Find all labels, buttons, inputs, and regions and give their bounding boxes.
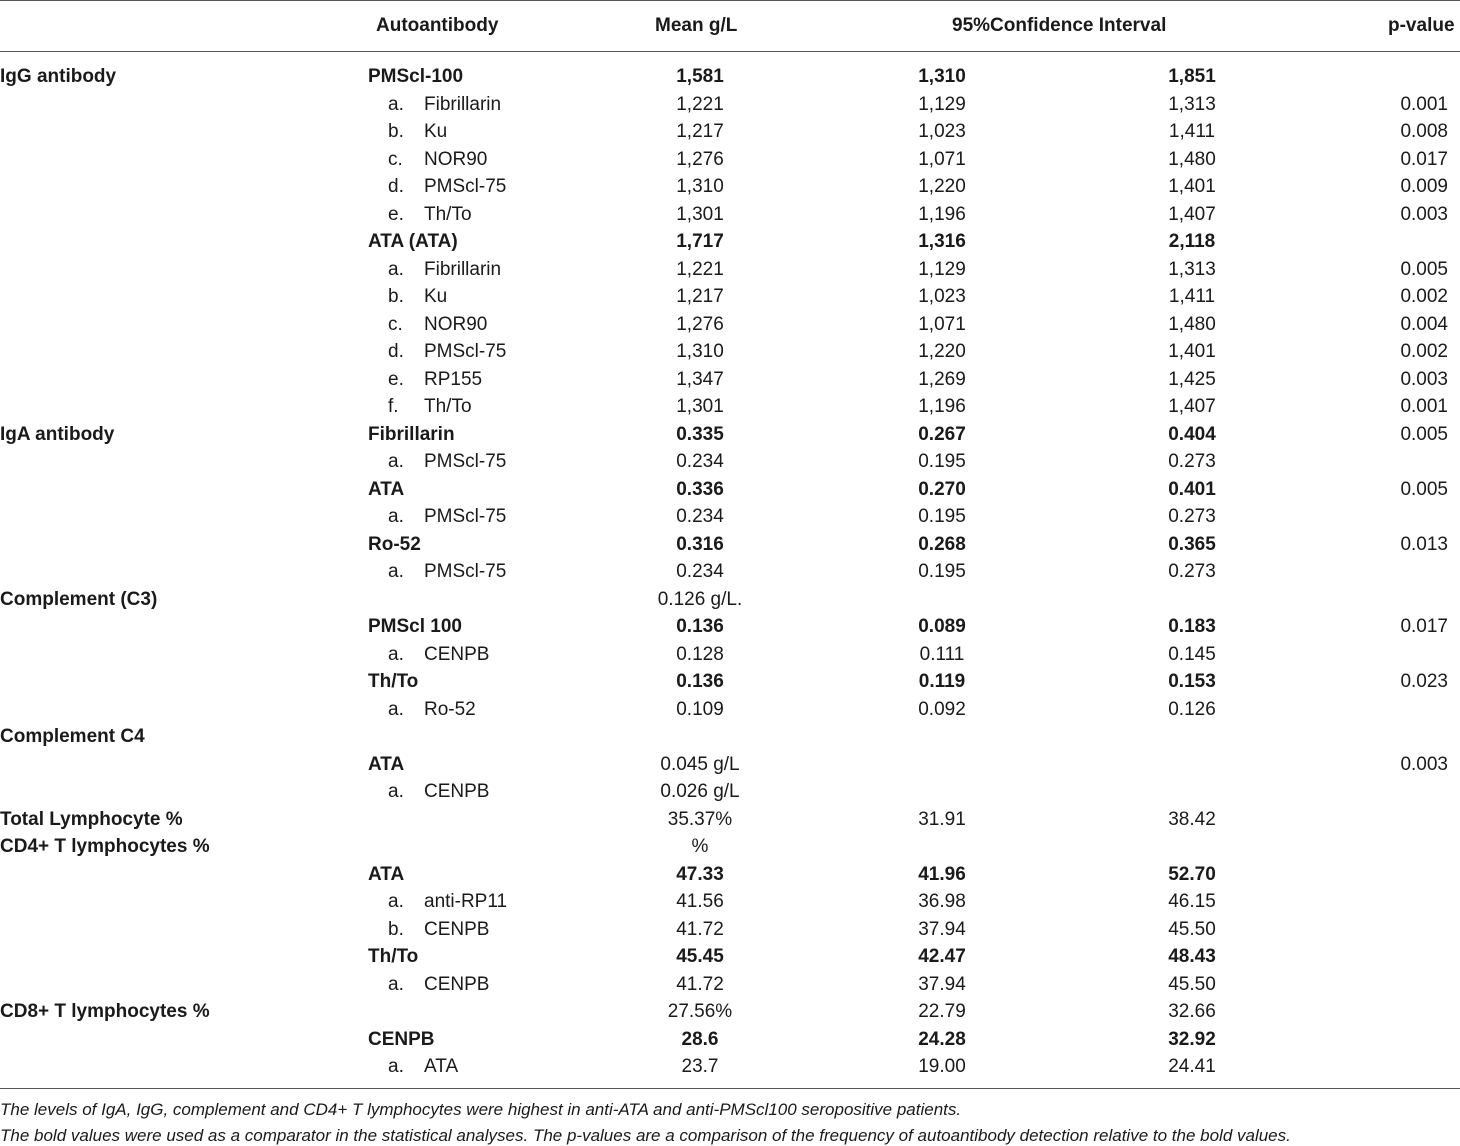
row-ci-lower: 0.089 [918, 616, 966, 637]
row-mean: 0.136 [676, 671, 724, 692]
row-ci-lower: 1,316 [918, 231, 966, 252]
table-row [0, 613, 1460, 641]
row-antibody: Fibrillarin [424, 258, 502, 280]
row-mean: 0.336 [676, 478, 724, 500]
row-mean: 47.33 [676, 863, 724, 885]
row-pvalue: 0.009 [1400, 176, 1448, 197]
row-group-label: Total Lymphocyte % [0, 808, 183, 830]
table-row [0, 338, 1460, 366]
row-marker: f. [388, 396, 399, 417]
row-ci-lower: 0.111 [919, 643, 965, 665]
row-pvalue: 0.008 [1400, 121, 1448, 142]
row-antibody: Th/To [424, 203, 472, 225]
row-ci-upper: 1,411 [1168, 286, 1216, 307]
table-row [0, 91, 1460, 119]
header-pvalue: p-value [1388, 15, 1455, 36]
footnote-2: The bold values were used as a comparator in the statistical analyses. The p-values are a comparison of the frequency of autoantibody detection relative to the bold values. [0, 1126, 1291, 1145]
row-ci-upper: 1,480 [1168, 313, 1216, 335]
row-ci-lower: 24.28 [918, 1028, 966, 1050]
row-ci-lower: 41.96 [918, 863, 966, 885]
row-antibody: Th/To [424, 396, 472, 417]
row-ci-upper: 2,118 [1168, 231, 1216, 252]
row-antibody: CENPB [424, 918, 490, 940]
row-mean: 0.026 g/L [660, 781, 740, 802]
table-row [0, 943, 1460, 971]
row-ci-lower: 36.98 [918, 891, 966, 912]
row-pvalue: 0.023 [1400, 671, 1448, 692]
row-ci-lower: 22.79 [918, 1001, 966, 1022]
row-marker: d. [388, 176, 404, 197]
table-row [0, 531, 1460, 559]
row-pvalue: 0.003 [1400, 368, 1448, 390]
row-ci-upper: 1,480 [1168, 148, 1216, 170]
row-ci-upper: 0.183 [1168, 616, 1216, 637]
row-mean: 0.234 [676, 561, 724, 582]
row-pvalue: 0.001 [1400, 93, 1448, 115]
row-pvalue: 0.003 [1400, 203, 1448, 225]
row-mean: 45.45 [676, 946, 724, 967]
row-ci-lower: 0.268 [918, 533, 966, 555]
row-antibody: CENPB [424, 973, 490, 995]
row-antibody: PMScl 100 [368, 616, 462, 637]
row-ci-lower: 1,129 [918, 93, 966, 115]
table-row [0, 778, 1460, 806]
row-antibody: anti-RP11 [424, 891, 508, 912]
table-row [0, 283, 1460, 311]
row-mean: 0.234 [676, 506, 724, 527]
table-row [0, 311, 1460, 339]
row-ci-upper: 1,407 [1168, 203, 1216, 225]
table-row [0, 833, 1460, 861]
row-mean: 0.136 [676, 616, 724, 637]
header-ci: 95%Confidence Interval [952, 15, 1167, 36]
row-antibody: ATA (ATA) [368, 231, 458, 252]
row-marker: d. [388, 341, 404, 362]
row-mean: 1,717 [676, 231, 724, 252]
row-mean: 0.045 g/L [660, 753, 740, 775]
row-group-label: Complement C4 [0, 726, 145, 747]
row-marker: b. [388, 121, 404, 142]
row-ci-upper: 1,313 [1168, 93, 1216, 115]
row-marker: a. [388, 973, 404, 995]
table-row [0, 916, 1460, 944]
footnote-1: The levels of IgA, IgG, complement and CD4+ T lymphocytes were highest in anti-ATA and anti-PMScl100 seropositive patients. [0, 1100, 962, 1119]
row-pvalue: 0.005 [1400, 258, 1448, 280]
row-mean: 1,347 [676, 368, 724, 390]
table-row [0, 503, 1460, 531]
row-mean: 1,217 [676, 121, 724, 142]
row-ci-lower: 0.195 [918, 451, 966, 472]
row-antibody: Fibrillarin [424, 93, 502, 115]
row-pvalue: 0.017 [1400, 148, 1448, 170]
row-marker: a. [388, 698, 404, 720]
row-ci-upper: 0.145 [1168, 643, 1216, 665]
row-marker: b. [388, 286, 404, 307]
row-ci-upper: 38.42 [1168, 808, 1216, 830]
row-ci-lower: 0.270 [918, 478, 966, 500]
row-antibody: ATA [368, 753, 405, 775]
row-ci-upper: 46.15 [1168, 891, 1216, 912]
row-mean: 0.234 [676, 451, 724, 472]
table-row [0, 448, 1460, 476]
table-row [0, 201, 1460, 229]
row-ci-lower: 1,129 [918, 258, 966, 280]
row-ci-lower: 1,220 [918, 176, 966, 197]
row-marker: e. [388, 203, 404, 225]
row-mean: 0.126 g/L. [657, 588, 743, 610]
table-row [0, 751, 1460, 779]
table-row [0, 228, 1460, 256]
row-ci-upper: 24.41 [1168, 1056, 1216, 1077]
row-antibody: CENPB [368, 1028, 435, 1050]
row-mean: 1,221 [676, 93, 724, 115]
row-ci-upper: 0.273 [1168, 561, 1216, 582]
row-mean: 1,301 [676, 396, 724, 417]
row-marker: a. [388, 561, 404, 582]
row-ci-upper: 1,851 [1168, 66, 1216, 87]
row-marker: a. [388, 643, 404, 665]
row-ci-lower: 0.195 [918, 506, 966, 527]
row-group-label: IgA antibody [0, 423, 115, 445]
row-ci-upper: 0.273 [1168, 506, 1216, 527]
row-pvalue: 0.002 [1400, 341, 1448, 362]
row-mean: 27.56% [667, 1001, 733, 1022]
row-marker: a. [388, 891, 404, 912]
row-mean: 41.72 [676, 973, 724, 995]
row-ci-lower: 42.47 [918, 946, 966, 967]
table-row [0, 971, 1460, 999]
table-row [0, 668, 1460, 696]
table-row [0, 393, 1460, 421]
row-ci-upper: 0.365 [1168, 533, 1216, 555]
header-autoantibody: Autoantibody [376, 15, 499, 36]
row-ci-lower: 0.267 [918, 423, 966, 445]
row-marker: e. [388, 368, 404, 390]
row-ci-lower: 1,023 [918, 121, 966, 142]
table-row [0, 1026, 1460, 1054]
row-pvalue: 0.017 [1400, 616, 1448, 637]
row-mean: 23.7 [681, 1056, 719, 1077]
row-antibody: CENPB [424, 781, 490, 802]
row-ci-upper: 0.126 [1168, 698, 1216, 720]
row-marker: a. [388, 1056, 404, 1077]
row-ci-upper: 1,425 [1168, 368, 1216, 390]
row-ci-upper: 1,401 [1168, 341, 1216, 362]
row-mean: 35.37% [667, 808, 733, 830]
row-pvalue: 0.003 [1400, 753, 1448, 775]
row-ci-upper: 1,313 [1168, 258, 1216, 280]
row-group-label: Complement (C3) [0, 588, 158, 610]
row-marker: a. [388, 93, 404, 115]
row-ci-upper: 1,411 [1168, 121, 1216, 142]
row-pvalue: 0.002 [1400, 286, 1448, 307]
table-row [0, 861, 1460, 889]
row-marker: a. [388, 781, 404, 802]
table-body [0, 63, 1460, 1081]
row-mean: 1,276 [676, 313, 724, 335]
row-antibody: RP155 [424, 368, 483, 390]
row-ci-upper: 45.50 [1168, 973, 1216, 995]
row-ci-lower: 1,071 [918, 148, 966, 170]
row-antibody: Th/To [368, 671, 419, 692]
table-row [0, 696, 1460, 724]
row-ci-upper: 45.50 [1168, 918, 1216, 940]
row-group-label: IgG antibody [0, 66, 117, 87]
table-row [0, 558, 1460, 586]
row-pvalue: 0.001 [1400, 396, 1448, 417]
table-row [0, 586, 1460, 614]
table-row [0, 476, 1460, 504]
row-marker: a. [388, 451, 404, 472]
table-row [0, 1053, 1460, 1081]
row-antibody: ATA [368, 478, 405, 500]
row-mean: 1,301 [676, 203, 724, 225]
row-ci-upper: 48.43 [1168, 946, 1216, 967]
row-ci-lower: 37.94 [918, 973, 966, 995]
row-mean: 0.335 [676, 423, 724, 445]
row-ci-upper: 0.404 [1168, 423, 1216, 445]
row-mean: 1,310 [676, 341, 724, 362]
row-ci-upper: 0.273 [1168, 451, 1216, 472]
table-row [0, 806, 1460, 834]
row-ci-upper: 32.92 [1168, 1028, 1216, 1050]
table-row [0, 888, 1460, 916]
row-antibody: ATA [368, 863, 405, 885]
row-ci-upper: 52.70 [1168, 863, 1216, 885]
row-antibody: ATA [424, 1056, 459, 1077]
row-antibody: PMScl-75 [424, 341, 507, 362]
row-ci-lower: 1,310 [918, 66, 966, 87]
row-marker: c. [388, 148, 403, 170]
row-mean: 1,221 [676, 258, 724, 280]
row-mean: 41.56 [676, 891, 724, 912]
row-ci-lower: 1,071 [918, 313, 966, 335]
table-row [0, 146, 1460, 174]
row-antibody: PMScl-75 [424, 451, 507, 472]
row-mean: 0.316 [676, 533, 724, 555]
row-marker: a. [388, 506, 404, 527]
row-pvalue: 0.005 [1400, 423, 1448, 445]
table-row [0, 256, 1460, 284]
row-antibody: PMScl-100 [368, 66, 464, 87]
row-marker: a. [388, 258, 404, 280]
row-ci-lower: 1,269 [918, 368, 966, 390]
row-ci-lower: 1,196 [918, 396, 966, 417]
row-mean: 1,310 [676, 176, 724, 197]
header-mean: Mean g/L [655, 15, 738, 36]
table-row [0, 366, 1460, 394]
row-mean: % [691, 836, 709, 857]
row-mean: 0.128 [676, 643, 724, 665]
row-ci-lower: 19.00 [918, 1056, 966, 1077]
row-antibody: PMScl-75 [424, 506, 507, 527]
row-ci-lower: 0.119 [918, 671, 966, 692]
table-row [0, 723, 1460, 751]
row-pvalue: 0.004 [1400, 313, 1448, 335]
row-antibody: Fibrillarin [368, 423, 455, 445]
header-rule [0, 51, 1460, 52]
table-row [0, 998, 1460, 1026]
row-ci-lower: 0.195 [918, 561, 966, 582]
row-ci-lower: 37.94 [918, 918, 966, 940]
row-group-label: CD8+ T lymphocytes % [0, 1001, 210, 1022]
row-ci-upper: 1,401 [1168, 176, 1216, 197]
row-ci-lower: 1,220 [918, 341, 966, 362]
row-mean: 1,276 [676, 148, 724, 170]
row-antibody: PMScl-75 [424, 176, 507, 197]
row-marker: c. [388, 313, 403, 335]
row-marker: b. [388, 918, 404, 940]
table-header [0, 0, 1460, 52]
row-ci-lower: 1,023 [918, 286, 966, 307]
row-ci-lower: 31.91 [918, 808, 966, 830]
bottom-rule [0, 1088, 1460, 1089]
row-antibody: Ro-52 [368, 533, 421, 555]
row-antibody: Th/To [368, 946, 419, 967]
row-mean: 41.72 [676, 918, 724, 940]
row-antibody: PMScl-75 [424, 561, 507, 582]
row-group-label: CD4+ T lymphocytes % [0, 836, 210, 857]
row-ci-upper: 1,407 [1168, 396, 1216, 417]
row-ci-upper: 0.153 [1168, 671, 1216, 692]
table-row [0, 421, 1460, 449]
row-antibody: Ku [424, 121, 448, 142]
row-ci-upper: 32.66 [1168, 1001, 1216, 1022]
row-antibody: NOR90 [424, 313, 488, 335]
row-antibody: CENPB [424, 643, 490, 665]
row-pvalue: 0.005 [1400, 478, 1448, 500]
row-ci-upper: 0.401 [1168, 478, 1216, 500]
row-mean: 0.109 [676, 698, 724, 720]
table-row [0, 63, 1460, 91]
row-ci-lower: 0.092 [918, 698, 966, 720]
row-antibody: Ro-52 [424, 698, 476, 720]
row-mean: 1,581 [676, 66, 724, 87]
row-pvalue: 0.013 [1400, 533, 1448, 555]
table-row [0, 641, 1460, 669]
row-mean: 28.6 [681, 1028, 719, 1050]
row-antibody: Ku [424, 286, 448, 307]
row-ci-lower: 1,196 [918, 203, 966, 225]
row-mean: 1,217 [676, 286, 724, 307]
table-row [0, 173, 1460, 201]
table-row [0, 118, 1460, 146]
row-antibody: NOR90 [424, 148, 488, 170]
